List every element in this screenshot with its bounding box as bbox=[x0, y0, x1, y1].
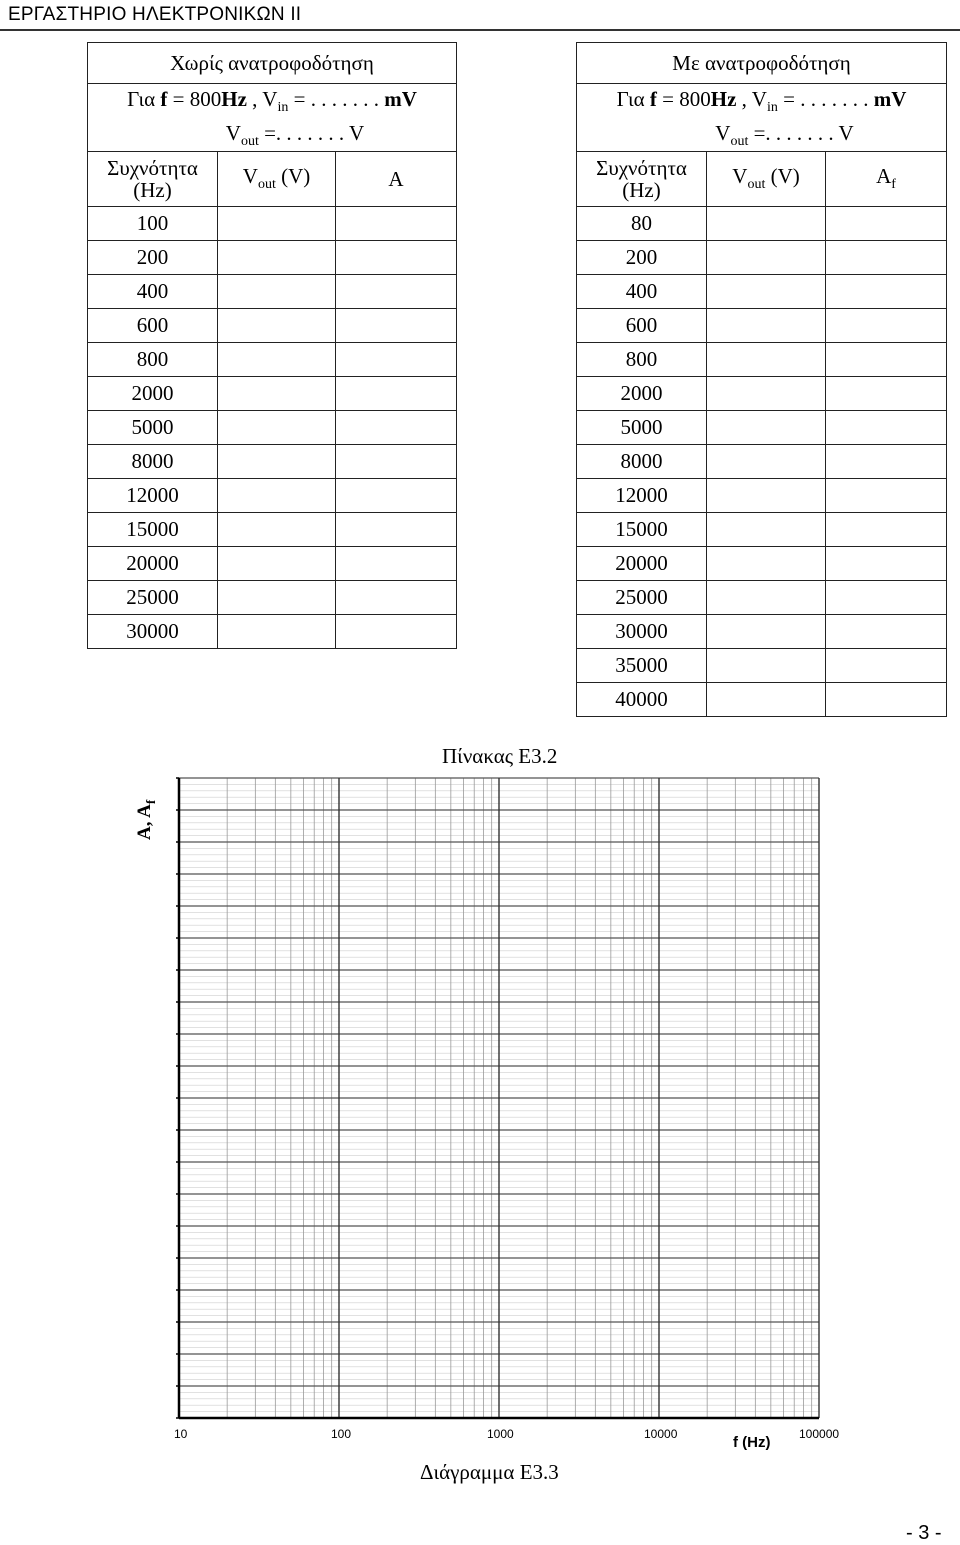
frequency-cell: 12000 bbox=[88, 479, 218, 513]
x-tick-label: 1000 bbox=[487, 1427, 514, 1441]
frequency-cell: 100 bbox=[88, 207, 218, 241]
header-title: ΕΡΓΑΣΤΗΡΙΟ ΗΛΕΚΤΡΟΝΙΚΩΝ ΙΙ bbox=[8, 4, 302, 25]
frequency-cell: 2000 bbox=[88, 377, 218, 411]
page-number: - 3 - bbox=[906, 1522, 942, 1544]
frequency-cell: 40000 bbox=[577, 683, 707, 717]
frequency-cell: 800 bbox=[88, 343, 218, 377]
col-header-gain: A bbox=[336, 152, 457, 207]
table-right-vout-line: $V_{out}$ =. . . . . . . V bbox=[577, 120, 947, 152]
frequency-cell: 30000 bbox=[88, 615, 218, 649]
frequency-cell: 20000 bbox=[577, 547, 707, 581]
table-right-title: Με ανατροφοδότηση bbox=[577, 43, 947, 84]
frequency-cell: 25000 bbox=[577, 581, 707, 615]
x-tick-label: 10000 bbox=[644, 1427, 678, 1441]
col-header-vout: $V_{out}$ (V) bbox=[218, 152, 336, 207]
frequency-cell: 400 bbox=[577, 275, 707, 309]
frequency-cell: 35000 bbox=[577, 649, 707, 683]
frequency-cell: 15000 bbox=[88, 513, 218, 547]
x-tick-label: 100000 bbox=[799, 1427, 840, 1441]
frequency-cell: 800 bbox=[577, 343, 707, 377]
col-header-gain-feedback: $A_f$ bbox=[826, 152, 947, 207]
graph-caption: Διάγραμμα Ε3.3 bbox=[420, 1460, 559, 1484]
frequency-cell: 400 bbox=[88, 275, 218, 309]
table-left-vout-line: $V_{out}$ =. . . . . . . V bbox=[88, 120, 457, 152]
frequency-cell: 200 bbox=[577, 241, 707, 275]
frequency-cell: 12000 bbox=[577, 479, 707, 513]
frequency-cell: 2000 bbox=[577, 377, 707, 411]
x-axis-label: f (Hz) bbox=[733, 1434, 771, 1451]
frequency-cell: 5000 bbox=[577, 411, 707, 445]
frequency-cell: 600 bbox=[577, 309, 707, 343]
frequency-cell: 8000 bbox=[88, 445, 218, 479]
table-left-condition: Για f = 800Hz , $V_{in}$ = . . . . . . . mV bbox=[88, 84, 457, 120]
frequency-cell: 25000 bbox=[88, 581, 218, 615]
frequency-cell: 600 bbox=[88, 309, 218, 343]
col-header-frequency: Συχνότητα (Hz) bbox=[577, 152, 707, 207]
x-tick-label: 10 bbox=[174, 1427, 188, 1441]
frequency-cell: 200 bbox=[88, 241, 218, 275]
x-tick-label: 100 bbox=[331, 1427, 352, 1441]
col-header-frequency: Συχνότητα (Hz) bbox=[88, 152, 218, 207]
frequency-cell: 15000 bbox=[577, 513, 707, 547]
table-left-title: Χωρίς ανατροφοδότηση bbox=[88, 43, 457, 84]
table-caption: Πίνακας Ε3.2 bbox=[442, 744, 558, 768]
frequency-cell: 80 bbox=[577, 207, 707, 241]
y-axis-label: A, $A_f$ bbox=[134, 799, 158, 840]
frequency-cell: 8000 bbox=[577, 445, 707, 479]
frequency-cell: 5000 bbox=[88, 411, 218, 445]
frequency-cell: 20000 bbox=[88, 547, 218, 581]
table-right-condition: Για f = 800Hz , $V_{in}$ = . . . . . . . mV bbox=[577, 84, 947, 120]
col-header-vout: $V_{out}$ (V) bbox=[707, 152, 826, 207]
frequency-cell: 30000 bbox=[577, 615, 707, 649]
